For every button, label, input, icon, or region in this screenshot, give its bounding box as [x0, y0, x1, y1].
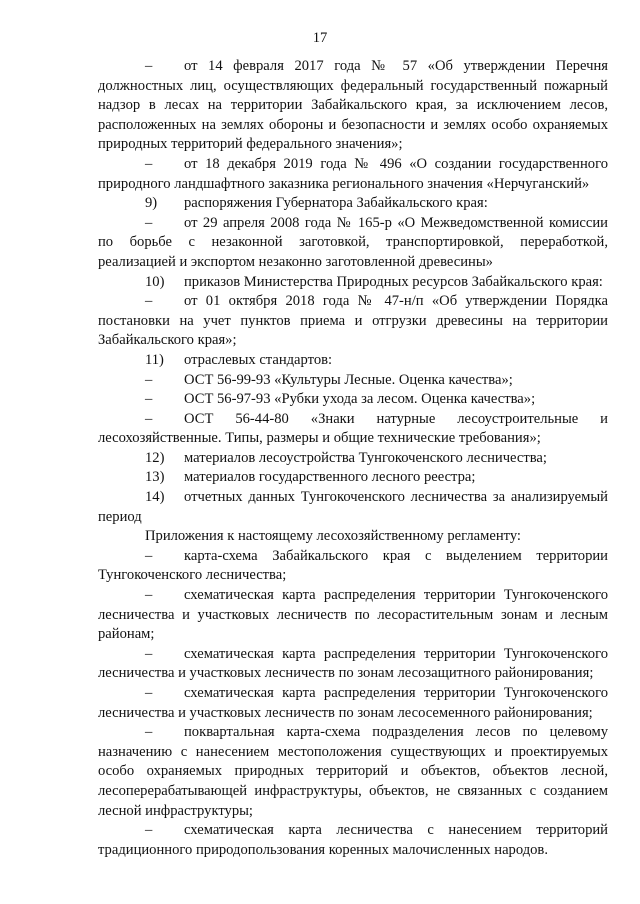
paragraph	[98, 821, 608, 860]
dash-marker: –	[145, 410, 153, 427]
document-body	[98, 57, 608, 860]
dash-marker: –	[145, 391, 153, 408]
list-number: 13)	[145, 469, 165, 486]
paragraph-text: Приложения к настоящему лесохозяйственному регламенту:	[145, 528, 521, 545]
paragraph-text: схематическая карта лесничества с нанесением территорий традиционного природопользования коренных малочисленных народов.	[98, 822, 608, 858]
paragraph-text: отраслевых стандартов:	[184, 351, 333, 368]
paragraph-text: поквартальная карта-схема подразделения лесов по целевому назначению с нанесением местоположения существующих и проектируемых особо охраняемых природных территорий и объектов, объектов лесной, лесоперерабатывающей инфраструктуры, объектов, не связанных с созданием лесной инфраструктуры;	[98, 724, 608, 819]
dash-marker: –	[145, 58, 153, 74]
list-number: 10)	[145, 273, 165, 290]
dash-marker: –	[145, 724, 153, 741]
dash-marker: –	[145, 547, 153, 564]
list-number: 12)	[145, 449, 165, 466]
dash-marker: –	[145, 685, 153, 701]
paragraph-text: от 18 декабря 2019 года № 496 «О создании государственного природного ландшафтного заказника регионального значения «Нерчуганский»	[98, 155, 608, 192]
dash-marker: –	[145, 371, 153, 388]
paragraph-text: ОСТ 56-99-93 «Культуры Лесные. Оценка качества»;	[184, 371, 513, 388]
paragraph-text: распоряжения Губернатора Забайкальского края:	[184, 195, 488, 212]
paragraph-text: схематическая карта распределения территории Тунгокоченского лесничества и участковых лесничеств по лесорастительным зонам и лесным районам;	[98, 587, 608, 643]
dash-marker: –	[145, 293, 153, 310]
paragraph-text: схематическая карта распределения территории Тунгокоченского лесничества и участковых лесничеств по зонам лесосеменного районирования;	[98, 685, 608, 721]
paragraph	[98, 390, 608, 410]
paragraph	[98, 292, 608, 351]
paragraph	[98, 586, 608, 645]
paragraph	[98, 371, 608, 391]
paragraph	[98, 351, 608, 371]
paragraph	[98, 547, 608, 586]
paragraph	[98, 194, 608, 214]
paragraph-text: приказов Министерства Природных ресурсов Забайкальского края:	[184, 273, 603, 290]
paragraph	[98, 410, 608, 449]
paragraph	[98, 684, 608, 723]
paragraph-text: материалов государственного лесного реестра;	[184, 469, 476, 486]
paragraph	[98, 273, 608, 293]
paragraph	[98, 527, 608, 547]
list-number: 14)	[145, 489, 165, 506]
dash-marker: –	[145, 214, 153, 231]
paragraph	[98, 723, 608, 821]
paragraph-text: от 29 апреля 2008 года № 165-р «О Межведомственной комиссии по борьбе с незаконной заготовкой, транспортировкой, переработкой, реализацией и экспортом незаконно заготовленной древесины»	[98, 214, 608, 270]
paragraph	[98, 645, 608, 684]
paragraph	[98, 468, 608, 488]
paragraph	[98, 449, 608, 469]
paragraph-text: ОСТ 56-44-80 «Знаки натурные лесоустроительные и лесохозяйственные. Типы, размеры и общие технические требования»;	[98, 410, 608, 447]
paragraph-text: схематическая карта распределения территории Тунгокоченского лесничества и участковых лесничеств по зонам лесозащитного районирования;	[98, 645, 608, 682]
page-number: 17	[312, 30, 328, 46]
list-number: 9)	[145, 195, 158, 212]
dash-marker: –	[145, 645, 153, 662]
dash-marker: –	[145, 155, 153, 172]
paragraph-text: от 14 февраля 2017 года № 57 «Об утверждении Перечня должностных лиц, осуществляющих федеральный государственный пожарный надзор в лесах на территории Забайкальского края, за исключением лесов, расположенных на землях обороны и безопасности и землях особо охраняемых природных территорий федерального значения»;	[98, 58, 608, 153]
paragraph	[98, 155, 608, 194]
paragraph-text: карта-схема Забайкальского края с выделением территории Тунгокоченского лесничества;	[98, 547, 608, 584]
paragraph	[98, 214, 608, 273]
paragraph-text: ОСТ 56-97-93 «Рубки ухода за лесом. Оценка качества»;	[184, 391, 536, 408]
paragraph-text: от 01 октября 2018 года № 47-н/п «Об утверждении Порядка постановки на учет пунктов приема и отгрузки древесины на территории Забайкальского края»;	[98, 293, 608, 349]
paragraph-text: отчетных данных Тунгокоченского лесничества за анализируемый период	[98, 489, 608, 525]
paragraph	[98, 488, 608, 527]
dash-marker: –	[145, 587, 153, 604]
dash-marker: –	[145, 822, 153, 839]
paragraph-text: материалов лесоустройства Тунгокоченского лесничества;	[184, 449, 547, 466]
paragraph	[98, 57, 608, 155]
list-number: 11)	[145, 351, 164, 368]
